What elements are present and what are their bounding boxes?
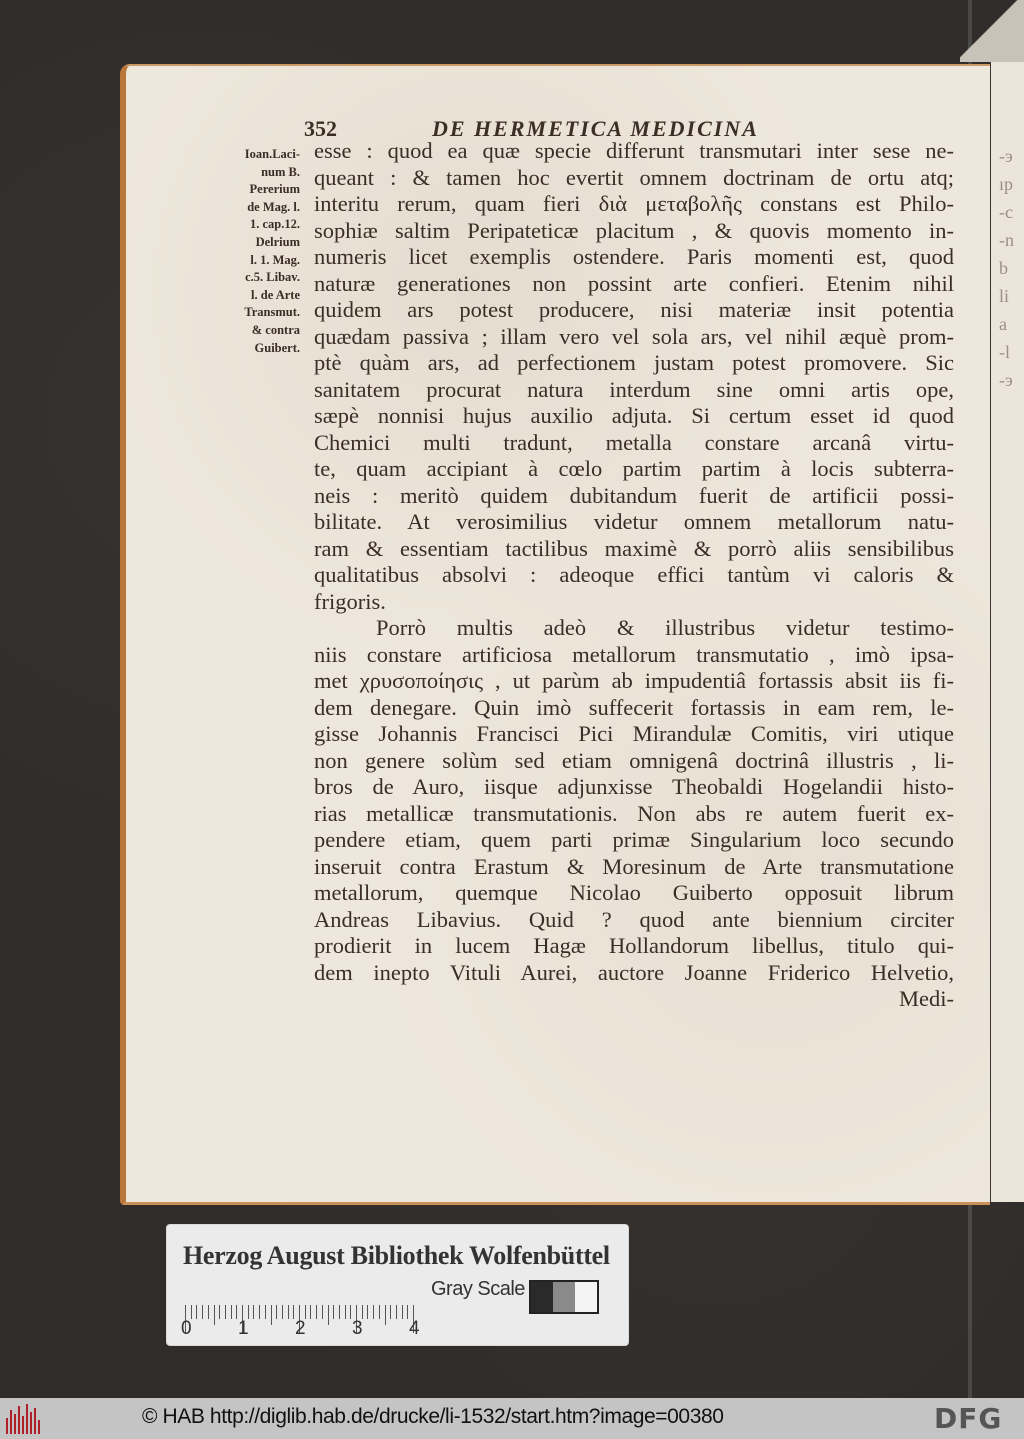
margin-note-line: Ioan.Laci- — [244, 147, 300, 161]
ruler-number: 0 — [181, 1318, 192, 1339]
text-line: quædam passiva ; illam vero vel sola ars, vel nihil æquè prom- — [314, 323, 954, 349]
text-line: pendere etiam, quem parti primæ Singularium loco secundo — [314, 827, 954, 852]
dfg-logo: DFG — [934, 1402, 1003, 1435]
text-line: Chemici multi tradunt, metalla constare arcanâ virtu- — [314, 429, 954, 455]
text-line: esse : quod ea quæ specie differunt transmutari inter sese ne- — [314, 138, 954, 163]
margin-note-line: 1. cap.12. — [250, 217, 300, 232]
text-line: prodierit in lucem Hagæ Hollandorum libellus, titulo qui- — [314, 933, 954, 958]
text-line: frigoris. — [314, 588, 386, 614]
text-line: dem denegare. Quin imò suffecerit fortassis in eam rem, le- — [314, 694, 954, 720]
text-line: rias metallicæ transmutationis. Non abs re autem fuerit ex- — [314, 800, 954, 826]
facing-fragment: a — [999, 314, 1007, 334]
text-line: ram & essentiam tactilibus maximè & porrò aliis sensibilibus — [314, 535, 954, 561]
text-line: inseruit contra Erastum & Moresinum de Arte transmutatione — [314, 853, 954, 879]
ruler-number: 3 — [352, 1318, 363, 1339]
text-line: interitu rerum, quam fieri διὰ μεταβολῆς constans est Philo- — [314, 191, 954, 216]
facing-fragment: ıp — [999, 174, 1014, 194]
text-line: dem inepto Vituli Aurei, auctore Joanne Friderico Helvetio, — [314, 959, 954, 985]
margin-note-line: Transmut. — [244, 305, 300, 320]
text-line: naturæ generationes non possint arte confieri. Etenim nihil — [314, 270, 954, 296]
margin-note-line: num B. — [261, 164, 300, 179]
text-line: met χρυσοποίησις , ut parùm ab impudentiâ fortassis absit iis fi- — [314, 668, 954, 693]
swatch-white — [575, 1282, 597, 1312]
text-line: non genere solùm sed etiam omnigenâ doctrinâ illustris , li- — [314, 747, 954, 773]
copyright-link[interactable]: © HAB http://diglib.hab.de/drucke/li-1532/start.htm?image=00380 — [142, 1405, 724, 1428]
text-line: qualitatibus absolvi : adeoque effici tantùm vi caloris & — [314, 562, 954, 587]
text-line: queant : & tamen hoc evertit omnem doctrinam de ortu atq; — [314, 164, 954, 190]
gray-scale-label: Gray Scale — [431, 1278, 525, 1300]
facing-page-sliver — [990, 62, 1024, 1202]
running-head-title: DE HERMETICA MEDICINA — [432, 116, 759, 141]
text-line: neis : meritò quidem dubitandum fuerit de artificii possi- — [314, 482, 954, 508]
facing-fragment: -c — [999, 202, 1013, 222]
text-line: numeris licet exemplis ostendere. Paris momenti est, quod — [314, 244, 954, 269]
book-page — [120, 64, 990, 1205]
footer-bar — [0, 1398, 1024, 1439]
library-name: Herzog August Bibliothek Wolfenbüttel — [183, 1241, 610, 1270]
page-number: 352 — [304, 116, 337, 141]
catchword: Medi- — [899, 986, 954, 1011]
text-line: bros de Auro, iisque adjunxisse Theobaldi Hogelandii histo- — [314, 774, 954, 799]
text-line: sæpè nonnisi hujus auxilio adjuta. Si certum esset id quod — [314, 403, 954, 428]
margin-note-line: c.5. Libav. — [245, 270, 300, 285]
text-line: gisse Johannis Francisci Pici Mirandulæ Comitis, viri utique — [314, 721, 954, 746]
text-line: metallorum, quemque Nicolao Guiberto opposuit librum — [314, 880, 954, 905]
text-line: sophiæ saltim Peripateticæ placitum , & quovis momento in- — [314, 217, 954, 243]
margin-note-line: l. 1. Mag. — [250, 252, 300, 267]
ruler-number: 4 — [409, 1318, 420, 1339]
text-line: Andreas Libavius. Quid ? quod ante biennium circiter — [314, 906, 954, 932]
text-line: sanitatem procurat natura interdum sine omni artis ope, — [314, 376, 954, 402]
gray-scale-swatches — [529, 1280, 599, 1314]
ruler-number: 2 — [295, 1318, 306, 1339]
margin-note-line: Delrium — [255, 234, 300, 249]
swatch-black — [531, 1282, 553, 1312]
margin-note-line: de Mag. l. — [247, 199, 300, 214]
swatch-gray — [553, 1282, 575, 1312]
color-scale-card — [167, 1225, 628, 1345]
ruler-number: 1 — [238, 1318, 249, 1339]
facing-fragment: -n — [999, 230, 1014, 250]
margin-note-line: Pererium — [249, 182, 300, 197]
margin-note-line: Guibert. — [254, 340, 300, 355]
text-line: te, quam accipiant à cœlo partim partim à locis subterra- — [314, 456, 954, 481]
text-line: bilitate. At verosimilius videtur omnem metallorum natu- — [314, 509, 954, 534]
hab-logo-icon — [5, 1404, 43, 1434]
body-text — [314, 138, 954, 1013]
margin-note-line: l. de Arte — [251, 287, 300, 302]
margin-notes — [220, 146, 300, 357]
text-line: ptè quàm ars, ad perfectionem justam potest promovere. Sic — [314, 350, 954, 375]
facing-fragment: b — [999, 258, 1008, 278]
text-line: Porrò multis adeò & illustribus videtur testimo- — [376, 615, 954, 640]
facing-fragment: li — [999, 286, 1010, 306]
facing-fragment: -э — [999, 146, 1013, 166]
text-line: quidem ars potest producere, nisi materiæ insit potentia — [314, 297, 954, 322]
margin-note-line: & contra — [251, 322, 300, 337]
facing-fragment: -э — [999, 370, 1013, 390]
facing-fragment: -l — [999, 342, 1010, 362]
text-line: niis constare artificiosa metallorum transmutatio , imò ipsa- — [314, 641, 954, 667]
